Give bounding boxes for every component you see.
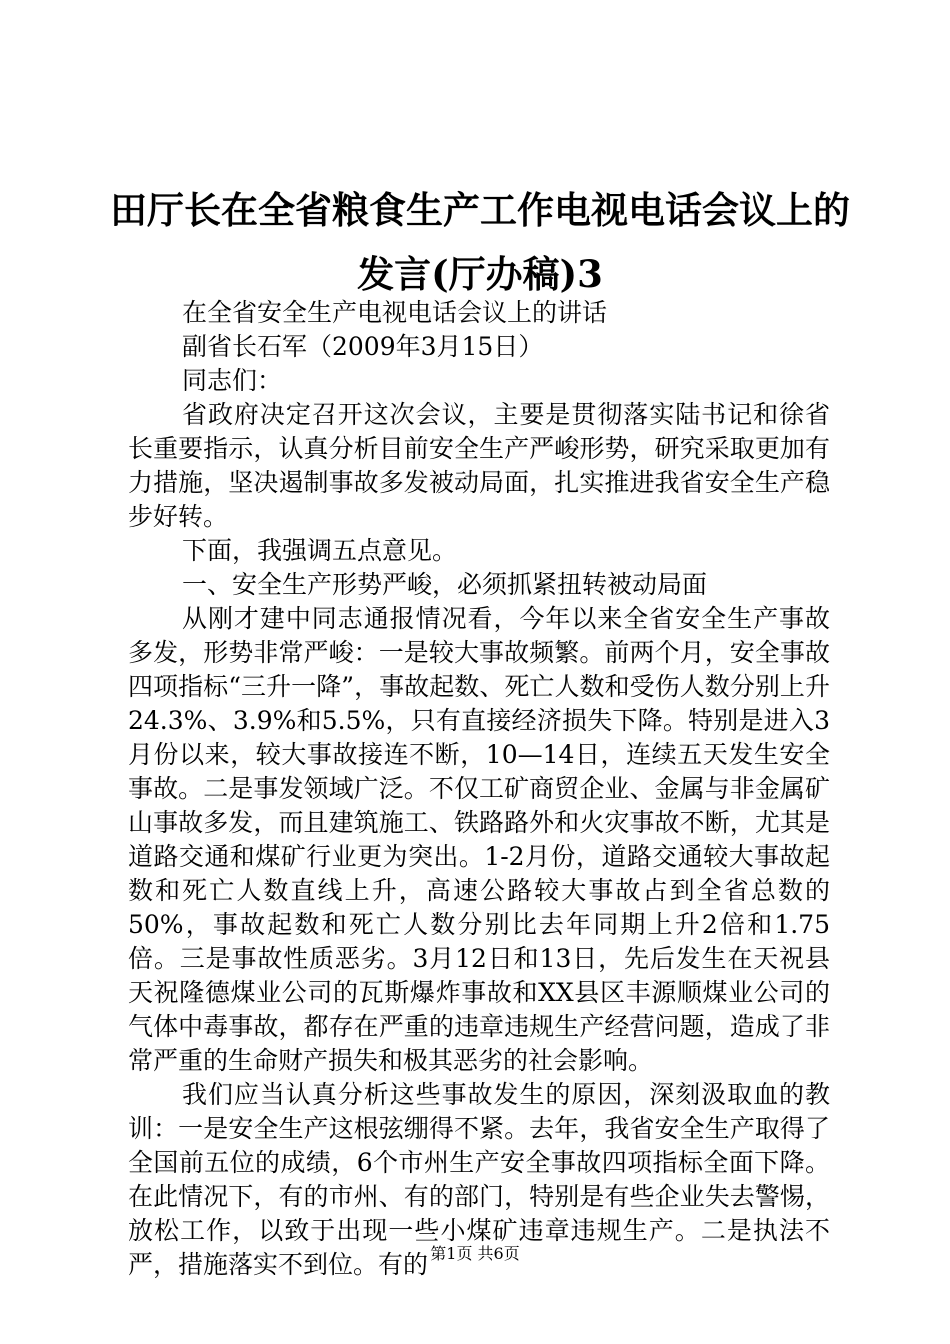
document-title [110, 178, 850, 306]
title-line-1: 田厅长在全省粮食生产工作电视电话会议上的 [110, 188, 850, 232]
paragraph-outline: 下面，我强调五点意见。 [182, 536, 458, 565]
title-line-2: 发言(厅办稿)3 [357, 252, 603, 296]
section-heading-1: 一、安全生产形势严峻，必须抓紧扭转被动局面 [182, 570, 708, 599]
paragraph-situation: 从刚才建中同志通报情况看，今年以来全省安全生产事故多发，形势非常严峻：一是较大事故频繁。前两个月，安全事故四项指标“三升一降”，事故起数、死亡人数和受伤人数分别上升24.3%、3.9%和5.5%，只有直接经济损失下降。特别是进入3月份以来，较大事故接连不断，10—14日，连续五天发生安全事故。二是事发领域广泛。不仅工矿商贸企业、金属与非金属矿山事故多发，而且建筑施工、铁路路外和火灾事故不断，尤其是道路交通和煤矿行业更为突出。1-2月份，道路交通较大事故起数和死亡人数直线上升，高速公路较大事故占到全省总数的50%，事故起数和死亡人数分别比去年同期上升2倍和1.75倍。三是事故性质恶劣。3月12日和13日，先后发生在天祝县天祝隆德煤业公司的瓦斯爆炸事故和XX县区丰源顺煤业公司的气体中毒事故，都存在严重的违章违规生产经营问题，造成了非常严重的生命财产损失和极其恶劣的社会影响。 [128, 604, 830, 1075]
document-body [128, 296, 830, 1282]
paragraph-causes: 我们应当认真分析这些事故发生的原因，深刻汲取血的教训：一是安全生产这根弦绷得不紧。去年，我省安全生产取得了全国前五位的成绩，6个市州生产安全事故四项指标全面下降。在此情况下，有的市州、有的部门，特别是有些企业失去警惕，放松工作，以致于出现一些小煤矿违章违规生产。二是执法不严，措施落实不到位。有的 [128, 1080, 830, 1279]
salutation: 同志们： [182, 366, 283, 395]
paragraph-intro: 省政府决定召开这次会议，主要是贯彻落实陆书记和徐省长重要指示，认真分析目前安全生产严峻形势，研究采取更加有力措施，坚决遏制事故多发被动局面，扎实推进我省安全生产稳步好转。 [128, 400, 830, 531]
speech-subtitle: 在全省安全生产电视电话会议上的讲话 [182, 298, 608, 327]
speaker-line: 副省长石军（2009年3月15日） [182, 332, 544, 361]
page-footer: 第1页 共6页 [430, 1244, 520, 1263]
